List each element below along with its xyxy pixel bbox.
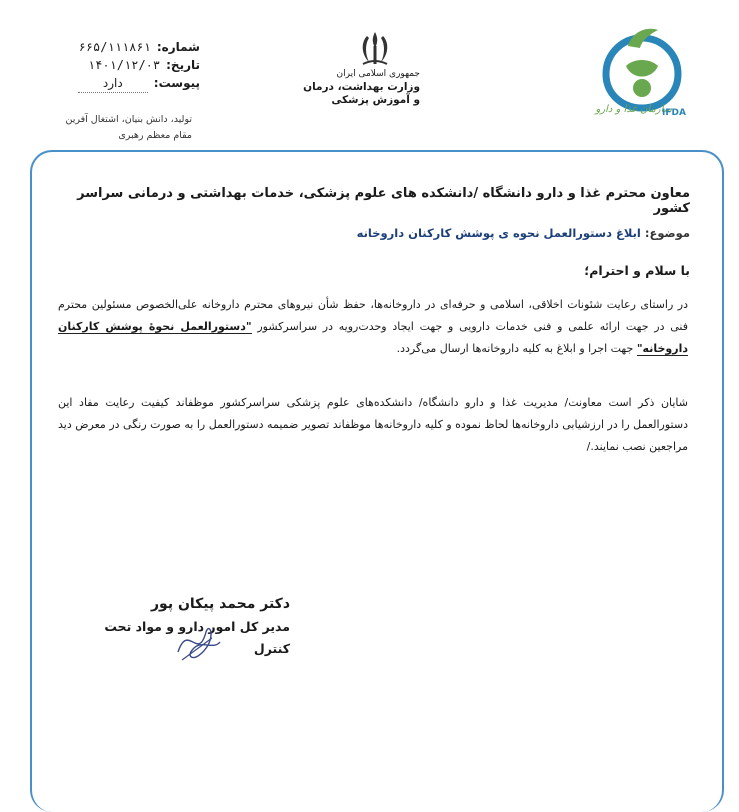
greeting: با سلام و احترام؛ [584,263,690,278]
number-row [60,38,200,56]
signatory-title: مدیر کل امور دارو و مواد تحت کنترل [104,619,290,656]
slogan [62,112,192,144]
addressee: معاون محترم غذا و دارو دانشگاه /دانشکده های علوم پزشکی، خدمات بهداشتی و درمانی سراسر کشور [77,186,690,216]
paragraph-1 [58,294,688,360]
date-value: ۱۴۰۱/۱۲/۰۳ [87,58,161,72]
date-row [60,56,200,74]
iran-emblem-icon [340,28,410,72]
slogan-line-1: تولید، دانش بنیان، اشتغال آفرین [65,114,192,125]
subject-label: موضوع: [644,226,690,240]
attachment-row [60,74,200,93]
subject-text: ابلاغ دستورالعمل نحوه ی پوشش کارکنان داروخانه [356,226,641,240]
slogan-line-2: مقام معظم رهبری [118,130,192,141]
logo-abbr: IFDA [662,108,686,118]
paragraph-1-text: در راستای رعایت شئونات اخلاقی، اسلامی و حرفه‌ای در داروخانه‌ها، حفظ شأن نیروهای محترم داروخانه علی‌الخصوص مسئولین محترم فنی در جهت ارائه علمی و فنی خدمات دارویی و جهت ایجاد وحدت‌رویه در سراسرکشور [58,298,688,333]
subject-line [55,226,690,240]
attachment-value: دارد [78,74,148,93]
letter-frame [30,150,724,812]
signatory-name: دکتر محمد پیکان پور [150,596,290,612]
guideline-title: "دستورالعمل نحوهٔ پوشش کارکنان داروخانه" [58,320,688,355]
paragraph-1-end: جهت اجرا و ابلاغ به کلیه داروخانه‌ها ارسال می‌گردد. [396,342,634,355]
logo-text: سازمان غذا و دارو [595,104,672,115]
number-value: ۶۶۵/۱۱۱۸۶۱ [78,40,151,54]
ministry-block [300,68,420,107]
ministry-line-2: وزارت بهداشت، درمان [303,81,420,93]
handwritten-signature [168,612,228,667]
ministry-line-3: و آموزش پزشکی [331,94,420,106]
attachment-label: پیوست: [153,76,200,90]
number-label: شماره: [156,40,200,54]
letter-meta [60,38,200,93]
ministry-line-1: جمهوری اسلامی ایران [336,69,420,79]
date-label: تاریخ: [166,58,200,72]
paragraph-2: شایان ذکر است معاونت/ مدیریت غذا و دارو دانشگاه/ دانشکده‌های علوم پزشکی سراسرکشور موظفاند کیفیت رعایت مفاد این دستورالعمل را در ارزشیابی داروخانه‌ها لحاظ نموده و کلیه داروخانه‌ها موظفاند تصویر ضمیمه دستورالعمل را به صورت رنگی در معرض دید مراجعین نصب نمایند./ [58,396,688,453]
